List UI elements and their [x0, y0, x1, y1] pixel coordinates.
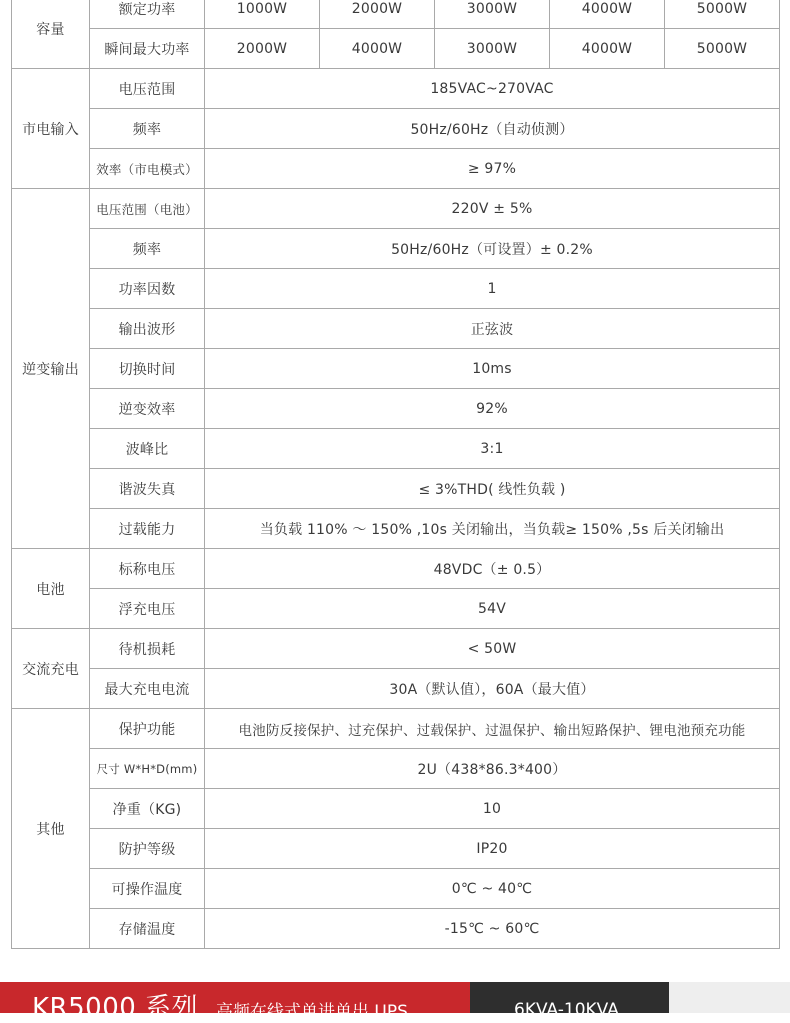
- spec-table: [11, 0, 780, 949]
- row-label: 额定功率: [90, 0, 205, 29]
- row-label: 频率: [90, 229, 205, 269]
- row-label: 净重（KG): [90, 789, 205, 829]
- cell-value: ≤ 3%THD( 线性负载 ): [205, 469, 780, 509]
- cell-value: 5000W: [665, 0, 780, 29]
- cell-value: 2U（438*86.3*400）: [205, 749, 780, 789]
- group-label-capacity: 容量: [12, 0, 90, 69]
- cell-value: 3000W: [435, 29, 550, 69]
- cell-value: 4000W: [320, 29, 435, 69]
- cell-value: 50Hz/60Hz（自动侦测）: [205, 109, 780, 149]
- row-label: 电压范围（电池）: [90, 189, 205, 229]
- banner-light-block: [669, 982, 790, 1013]
- cell-value: ≥ 97%: [205, 149, 780, 189]
- row-label: 电压范围: [90, 69, 205, 109]
- table-row: [12, 0, 780, 29]
- row-label: 最大充电电流: [90, 669, 205, 709]
- row-label: 瞬间最大功率: [90, 29, 205, 69]
- row-label: 频率: [90, 109, 205, 149]
- series-subtitle: 高频在线式单进单出 UPS: [216, 1002, 408, 1022]
- row-label: 保护功能: [90, 709, 205, 749]
- cell-value: 1: [205, 269, 780, 309]
- row-label: 浮充电压: [90, 589, 205, 629]
- row-label: 尺寸 W*H*D(mm): [90, 749, 205, 789]
- row-label: 输出波形: [90, 309, 205, 349]
- cell-value: 当负载 110% ～ 150% ,10s 关闭输出，当负载≥ 150% ,5s 后关闭输出: [205, 509, 780, 549]
- cell-value: 30A（默认值），60A（最大值）: [205, 669, 780, 709]
- table-row: [12, 389, 780, 429]
- group-label-inverter-output: 逆变输出: [12, 189, 90, 549]
- table-row: [12, 229, 780, 269]
- table-row: [12, 349, 780, 389]
- group-label-mains-input: 市电输入: [12, 69, 90, 189]
- table-row: [12, 149, 780, 189]
- row-label: 标称电压: [90, 549, 205, 589]
- row-label: 过载能力: [90, 509, 205, 549]
- group-label-other: 其他: [12, 709, 90, 949]
- table-row: [12, 749, 780, 789]
- table-row: [12, 549, 780, 589]
- table-row: [12, 509, 780, 549]
- row-label: 存储温度: [90, 909, 205, 949]
- row-label: 功率因数: [90, 269, 205, 309]
- capacity-range: 6KVA-10KVA: [514, 1000, 619, 1020]
- cell-value: 48VDC（± 0.5）: [205, 549, 780, 589]
- row-label: 防护等级: [90, 829, 205, 869]
- cell-value: 4000W: [550, 0, 665, 29]
- cell-value: 185VAC~270VAC: [205, 69, 780, 109]
- table-row: [12, 869, 780, 909]
- table-row: [12, 909, 780, 949]
- table-row: [12, 69, 780, 109]
- product-series-banner: [0, 982, 790, 1023]
- cell-value: < 50W: [205, 629, 780, 669]
- table-row: [12, 469, 780, 509]
- table-row: [12, 629, 780, 669]
- cell-value: 54V: [205, 589, 780, 629]
- row-label: 效率（市电模式）: [90, 149, 205, 189]
- cell-value: 0℃ ~ 40℃: [205, 869, 780, 909]
- table-row: [12, 709, 780, 749]
- cell-value: 3000W: [435, 0, 550, 29]
- cell-value: 220V ± 5%: [205, 189, 780, 229]
- cell-value: 50Hz/60Hz（可设置）± 0.2%: [205, 229, 780, 269]
- row-label: 波峰比: [90, 429, 205, 469]
- cell-value: 5000W: [665, 29, 780, 69]
- cell-value: 2000W: [320, 0, 435, 29]
- row-label: 谐波失真: [90, 469, 205, 509]
- cell-value: 电池防反接保护、过充保护、过载保护、过温保护、输出短路保护、锂电池预充功能: [205, 709, 780, 749]
- table-row: [12, 669, 780, 709]
- cell-value: 10: [205, 789, 780, 829]
- cell-value: -15℃ ~ 60℃: [205, 909, 780, 949]
- row-label: 待机损耗: [90, 629, 205, 669]
- table-row: [12, 309, 780, 349]
- table-row: [12, 829, 780, 869]
- group-label-battery: 电池: [12, 549, 90, 629]
- row-label: 切换时间: [90, 349, 205, 389]
- cell-value: 10ms: [205, 349, 780, 389]
- table-row: [12, 269, 780, 309]
- cell-value: 3:1: [205, 429, 780, 469]
- row-label: 逆变效率: [90, 389, 205, 429]
- cell-value: 92%: [205, 389, 780, 429]
- cell-value: 2000W: [205, 29, 320, 69]
- cell-value: 4000W: [550, 29, 665, 69]
- table-row: [12, 429, 780, 469]
- row-label: 可操作温度: [90, 869, 205, 909]
- group-label-ac-charging: 交流充电: [12, 629, 90, 709]
- cell-value: IP20: [205, 829, 780, 869]
- series-title: KR5000 系列: [32, 993, 199, 1023]
- table-row: [12, 189, 780, 229]
- cell-value: 正弦波: [205, 309, 780, 349]
- cell-value: 1000W: [205, 0, 320, 29]
- table-row: [12, 29, 780, 69]
- table-row: [12, 589, 780, 629]
- table-row: [12, 789, 780, 829]
- table-row: [12, 109, 780, 149]
